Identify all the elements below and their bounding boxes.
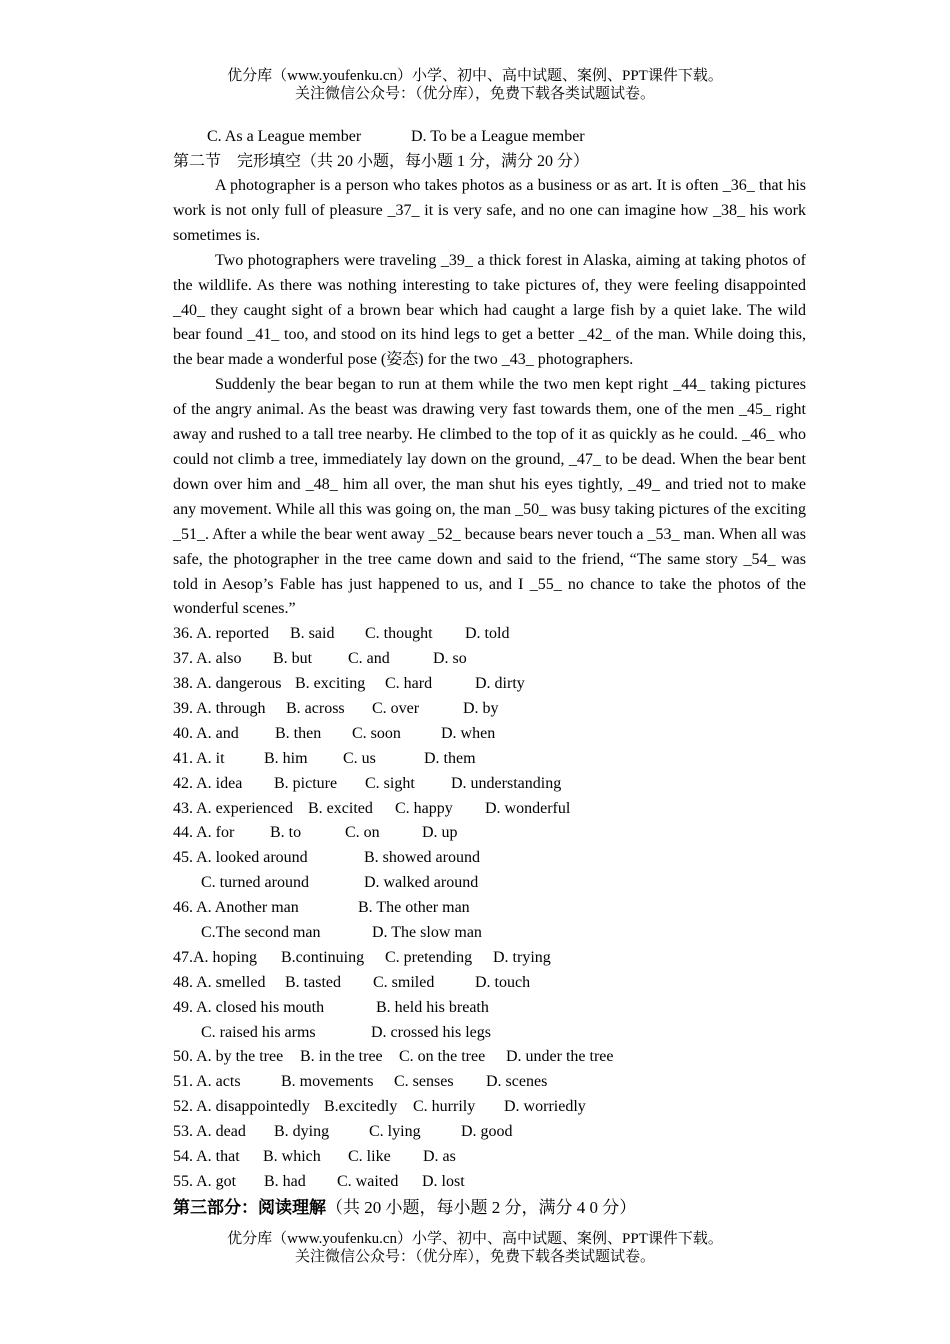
question-38: 38. A. dangerous B. exciting C. hard D. dirty bbox=[173, 675, 525, 693]
question-42: 42. A. idea B. picture C. sight D. understanding bbox=[173, 774, 562, 792]
question-49-row-2: C. raised his arms D. crossed his legs bbox=[201, 1023, 491, 1041]
section-title: 第二节 完形填空（共 20 小题，每小题 1 分，满分 20 分） bbox=[173, 153, 590, 170]
question-41: 41. A. it B. him C. us D. them bbox=[173, 749, 476, 767]
question-44: 44. A. for B. to C. on D. up bbox=[173, 824, 458, 842]
passage-paragraph-3: Suddenly the bear began to run at them while the two men kept right _44_ taking pictures of the angry animal. As the beast was drawing very fast towards them, one of the men _45_ right away and rushed to a tall tree nearby. He climbed to the top of it as quickly as he could. _46_ who could not climb a tree, immediately lay down on the ground, _47_ to be dead. When the bear bent down over him and _48_ him all over, the man shut his eyes tightly, _49_ and tried not to make any movement. While all this was going on, the man _50_ was busy taking pictures of the exciting _51_. After a while the bear went away _52_ because bears never touch a _53_ man. When all was safe, the photographer in the tree came down and said to the friend, “The same story _54_ was told in Aesop’s Fable has just happened to us, and I _55_ no chance to take the photos of the wonderful scenes.” bbox=[173, 376, 806, 618]
part3-title: 第三部分：阅读理解 bbox=[173, 1197, 326, 1217]
page-footer bbox=[0, 1230, 950, 1266]
question-39: 39. A. through B. across C. over D. by bbox=[173, 699, 499, 717]
question-45-row-2: C. turned around D. walked around bbox=[201, 874, 479, 892]
passage-paragraph-2: Two photographers were traveling _39_ a thick forest in Alaska, aiming at taking photos of the wildlife. As there was nothing interesting to take pictures of, they were feeling disappointed _40_ they caught sight of a brown bear which had caught a large fish by a quiet lake. The wild bear found _41_ too, and stood on its hind legs to get a better _42_ of the man. While doing this, the bear made a wonderful pose (姿态) for the two _43_ photographers. bbox=[173, 251, 806, 369]
question-51: 51. A. acts B. movements C. senses D. scenes bbox=[173, 1073, 548, 1091]
prev-question-options bbox=[173, 124, 806, 149]
question-43: 43. A. experienced B. excited C. happy D. wonderful bbox=[173, 799, 571, 817]
passage-paragraph-1: A photographer is a person who takes photos as a business or as art. It is often _36_ that his work is not only full of pleasure _37_ it is very safe, and no one can imagine how _38_ his work sometimes is. bbox=[173, 177, 806, 244]
part3-detail: （共 20 小题，每小题 2 分，满分 4 0 分） bbox=[326, 1197, 637, 1217]
question-36: 36. A. reported B. said C. thought D. told bbox=[173, 625, 510, 643]
page-header bbox=[0, 67, 950, 103]
question-49: 49. A. closed his mouth B. held his breath bbox=[173, 998, 489, 1016]
question-40: 40. A. and B. then C. soon D. when bbox=[173, 724, 496, 742]
option-c: C. As a League member bbox=[207, 128, 362, 145]
question-53: 53. A. dead B. dying C. lying D. good bbox=[173, 1123, 513, 1141]
header-line-2: 关注微信公众号：（优分库），免费下载各类试题试卷。 bbox=[294, 86, 655, 102]
exam-content bbox=[173, 124, 806, 1220]
footer-line-1: 优分库（www.youfenku.cn）小学、初中、高中试题、案例、PPT课件下载。 bbox=[227, 1231, 723, 1247]
question-37: 37. A. also B. but C. and D. so bbox=[173, 650, 467, 668]
question-46: 46. A. Another man B. The other man bbox=[173, 899, 470, 917]
question-50: 50. A. by the tree B. in the tree C. on the tree D. under the tree bbox=[173, 1048, 614, 1066]
question-45: 45. A. looked around B. showed around bbox=[173, 849, 480, 867]
question-46-row-2: C.The second man D. The slow man bbox=[201, 924, 482, 941]
question-54: 54. A. that B. which C. like D. as bbox=[173, 1148, 456, 1166]
question-52: 52. A. disappointedly B.excitedly C. hurrily D. worriedly bbox=[173, 1098, 586, 1116]
part3-heading bbox=[173, 1195, 806, 1220]
question-48: 48. A. smelled B. tasted C. smiled D. touch bbox=[173, 973, 531, 991]
header-line-1: 优分库（www.youfenku.cn）小学、初中、高中试题、案例、PPT课件下载。 bbox=[227, 68, 723, 84]
footer-line-2: 关注微信公众号：（优分库），免费下载各类试题试卷。 bbox=[294, 1249, 655, 1265]
question-55: 55. A. got B. had C. waited D. lost bbox=[173, 1172, 465, 1190]
option-d: D. To be a League member bbox=[411, 128, 585, 145]
question-47: 47.A. hoping B.continuing C. pretending D. trying bbox=[173, 948, 551, 966]
